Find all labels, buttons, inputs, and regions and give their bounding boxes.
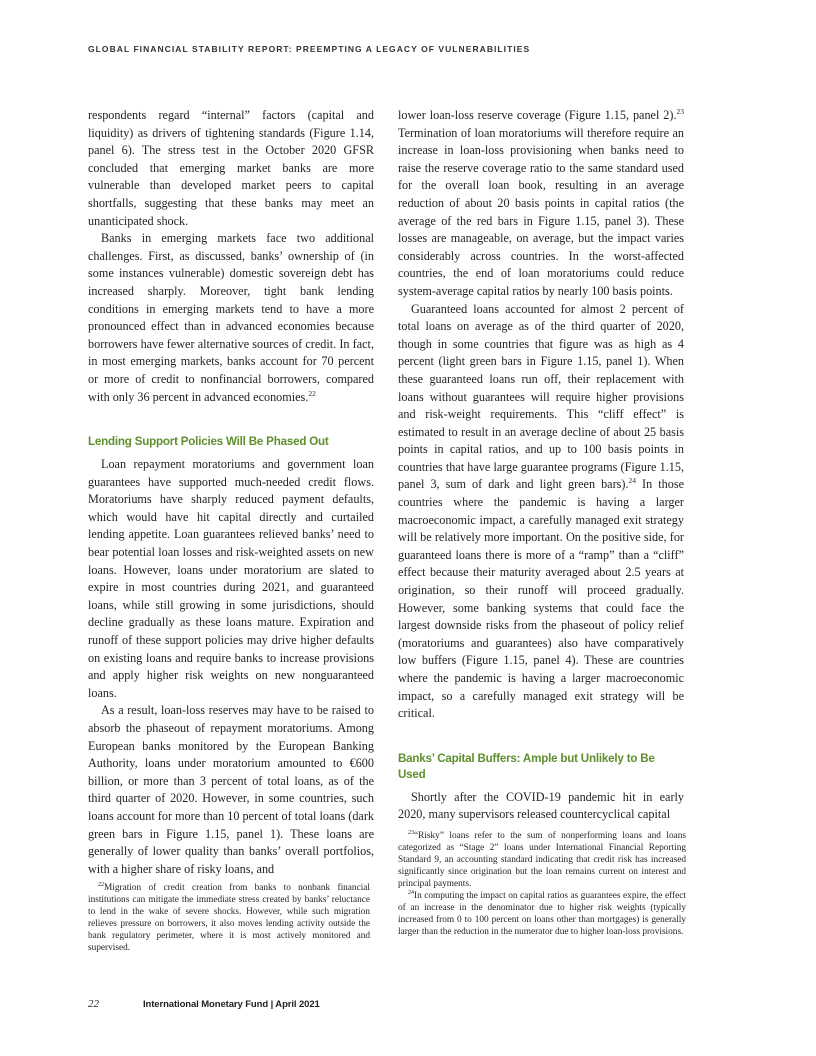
footnote-23: $^{23}$“Risky” loans refer to the sum of nonperforming loans and loans categorized as “Stage 2” loans under International Financial Reporting Standard 9, an accounting standard indicating that credit risk has increased significantly since origination but the loan remains current on interest and principal payments. — [398, 829, 686, 889]
paragraph: Guaranteed loans accounted for almost 2 percent of total loans on average as of the third quarter of 2020, though in some countries that figure was as high as 4 percent (light green bars in Figure 1.15, panel 1). When these guaranteed loans run off, their replacement with loans without guarantees will require higher provisions and risk-weight requirements. This “cliff effect” is estimated to result in an average decline of about 25 basis points in capital ratios, and up to 100 basis points in countries that have large guarantee programs (Figure 1.15, panel 3, sum of dark and light green bars).$^{24}$ In those countries where the pandemic is having a larger macroeconomic impact, a carefully managed exit strategy will be relatively more important. On the positive side, for guaranteed loans there is more of a “ramp” than a “cliff” effect because their maturity averaged about 2.5 years at origination, so their runoff will proceed gradually. However, some banking systems that could face the largest downside risks from the phaseout of policy relief (moratoriums and guarantees) also have comparatively low buffers (Figure 1.15, panel 4). These are countries where the pandemic is having a larger macroeconomic impact, so a carefully managed exit strategy will be critical. — [398, 301, 684, 721]
section-heading: Banks’ Capital Buffers: Ample but Unlikely to Be Used — [398, 751, 655, 781]
footnote-number: 24 — [408, 889, 414, 896]
footnote-ref[interactable]: 22 — [308, 388, 316, 398]
footnotes-right — [398, 830, 686, 938]
paragraph: Loan repayment moratoriums and government loan guarantees have supported much-needed credit flows. Moratoriums have sharply reduced payment defaults, which would have hit capital directly and curtailed lending appetite. Loan guarantees relieved banks’ need to bear potential loan losses and risk-weighted assets on new loans. However, loans under moratorium are slated to expire in most countries during 2021, and guaranteed loans, while still growing in some jurisdictions, should decline gradually as these loans mature. Expiration and runoff of these support policies may drive higher defaults on existing loans and require banks to increase provisions and apply higher risk weights on new nonguaranteed loans. — [88, 457, 374, 700]
page-number: 22 — [88, 998, 99, 1010]
paragraph: Banks in emerging markets face two additional challenges. First, as discussed, banks’ ownership of (in some instances vulnerable) domestic sovereign debt has increased sharply. Moreover, tight bank lending conditions in emerging markets tend to have a more pronounced effect than in advanced economies because borrowers have fewer alternative sources of credit. In fact, in most emerging markets, banks account for 70 percent or more of credit to nonfinancial borrowers, compared with only 36 percent in advanced economies.$^{22}$ — [88, 231, 374, 404]
footnote-ref[interactable]: 23 — [676, 106, 684, 116]
footnote-22: $^{22}$Migration of credit creation from banks to nonbank financial institutions can mitigate the immediate stress created by banks’ reluctance to lend in the wake of severe shocks. However, while such migration relieves pressure on borrowers, it also moves lending activity outside the bank regulatory perimeter, where it is most actively monitored and supervised. — [88, 881, 370, 953]
page-footer — [88, 998, 320, 1010]
paragraph: As a result, loan-loss reserves may have to be raised to absorb the phaseout of repayment moratoriums. Among European banks monitored by the European Banking Authority, loans under moratorium amounted to €600 billion, or more than 3 percent of total loans, as of the third quarter of 2020. However, in some countries, such loans account for more than 10 percent of total loans (dark green bars in Figure 1.15, panel 1). These loans are generally of lower quality than banks’ overall portfolios, with a higher share of risky loans, and — [88, 703, 374, 876]
paragraph: respondents regard “internal” factors (capital and liquidity) as drivers of tightening standards (Figure 1.14, panel 6). The stress test in the October 2020 GFSR concluded that emerging market banks are more vulnerable than developed market peers to capital shortfalls, suggesting that these banks may meet an unanticipated shock. — [88, 108, 374, 228]
footer-source: International Monetary Fund | April 2021 — [143, 999, 320, 1010]
footnote-number: 23 — [408, 829, 414, 836]
section-heading: Lending Support Policies Will Be Phased Out — [88, 435, 329, 449]
right-column — [398, 107, 684, 824]
footnote-number: 22 — [98, 881, 104, 888]
footnote-ref[interactable]: 24 — [628, 476, 636, 486]
footnote-24: $^{24}$In computing the impact on capital ratios as guarantees expire, the effect of an increase in the denominator due to higher risk weights (typically increased from 0 to 100 percent on loans other than mortgages) is generally larger than the reduction in the numerator due to higher loan-loss provisions. — [398, 889, 686, 937]
running-header: GLOBAL FINANCIAL STABILITY REPORT: PREEMPTING A LEGACY OF VULNERABILITIES — [88, 44, 531, 54]
paragraph: lower loan-loss reserve coverage (Figure 1.15, panel 2).$^{23}$ Termination of loan moratoriums will therefore require an increase in loan-loss provisioning when banks need to raise the reserve coverage ratio to the same standard used for the overall loan book, resulting in an average reduction of about 20 basis points in capital ratios (the average of the red bars in Figure 1.15, panel 3). These losses are manageable, on average, but the impact varies considerably across countries. In the worst-affected countries, the end of loan moratoriums could reduce system-average capital ratios by nearly 100 basis points. — [398, 106, 684, 298]
paragraph: Shortly after the COVID-19 pandemic hit in early 2020, many supervisors released countercyclical capital — [398, 789, 684, 822]
left-column — [88, 107, 374, 878]
